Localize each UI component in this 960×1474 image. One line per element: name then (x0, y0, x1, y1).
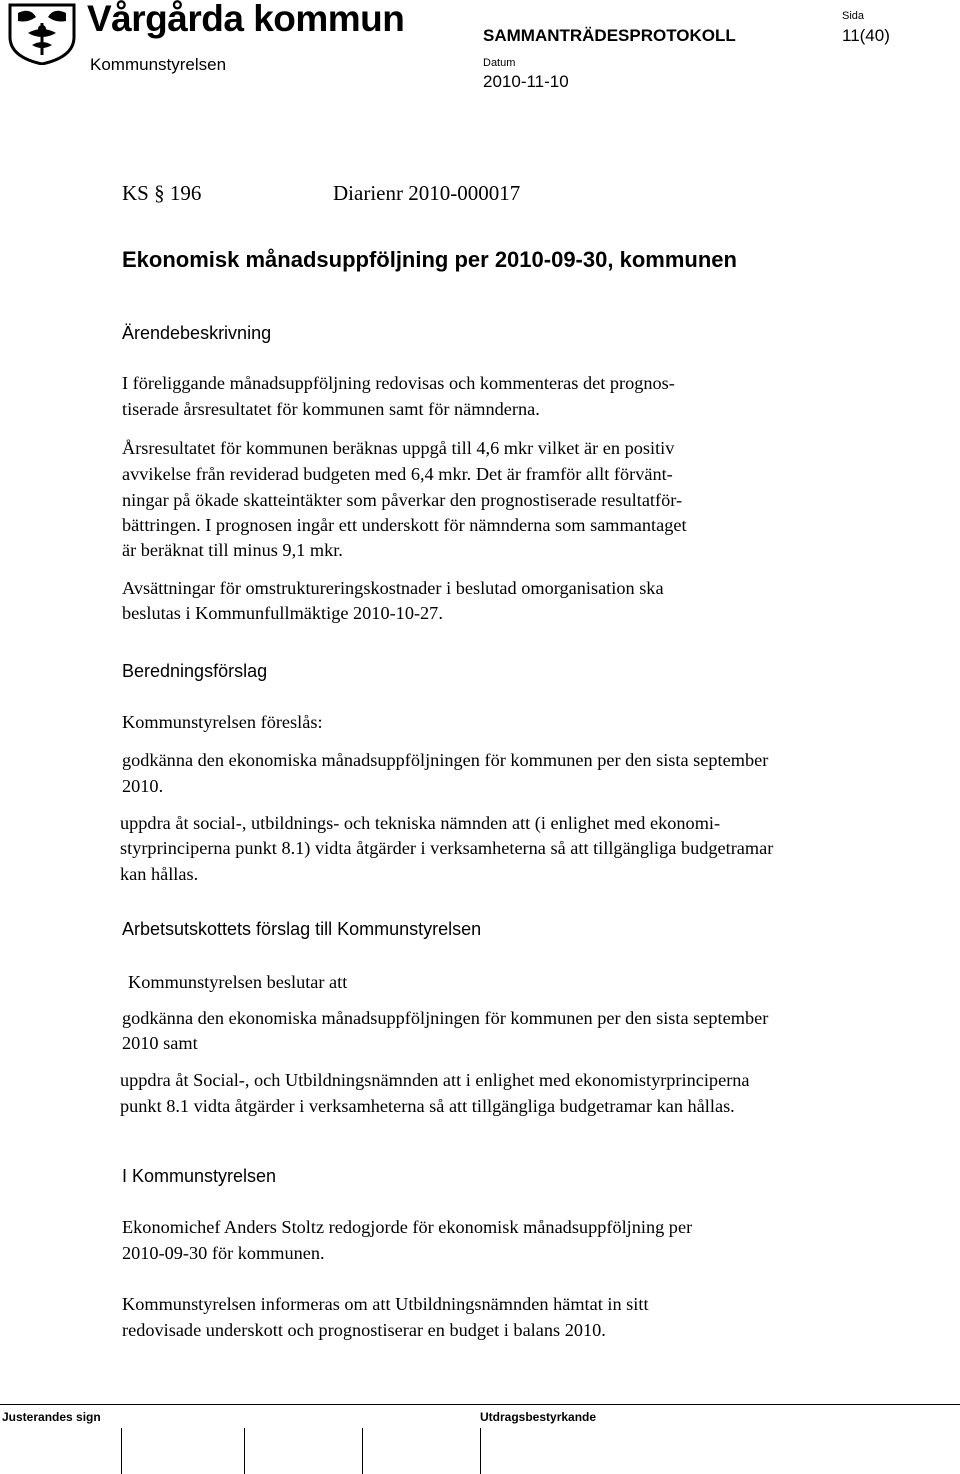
paragraph-line: 2010-09-30 för kommunen. (122, 1243, 325, 1263)
extract-certification-label: Utdragsbestyrkande (480, 1410, 597, 1424)
paragraph-line: ningar på ökade skatteintäkter som påverkar den prognostiserade resultatför- (122, 490, 683, 510)
page-title: Ekonomisk månadsuppföljning per 2010-09-30, kommunen (122, 247, 737, 272)
paragraph-line: Avsättningar för omstruktureringskostnader i beslutad omorganisation ska (122, 578, 664, 598)
paragraph-line: styrprinciperna punkt 8.1) vidta åtgärder i verksamheterna så att tillgängliga budgetramar (120, 838, 774, 858)
decision-intro: Kommunstyrelsen beslutar att (128, 972, 348, 992)
paragraph-line: kan hållas. (120, 864, 199, 884)
paragraph-line: uppdra åt social-, utbildnings- och tekniska nämnden att (i enlighet med ekonomi- (120, 813, 721, 833)
paragraph-line: 2010 samt (122, 1033, 198, 1053)
signature-label: Justerandes sign (2, 1410, 101, 1424)
document-type: SAMMANTRÄDESPROTOKOLL (483, 26, 736, 45)
section-heading-arendebeskrivning: Ärendebeskrivning (122, 323, 272, 343)
signature-box-divider (244, 1428, 245, 1474)
page-label: Sida (842, 10, 865, 22)
paragraph-line: bättringen. I prognosen ingår ett underskott för nämnderna som sammantaget (122, 515, 687, 535)
paragraph-line: uppdra åt Social-, och Utbildningsnämnden att i enlighet med ekonomistyrprinciperna (120, 1070, 750, 1090)
unit-name: Kommunstyrelsen (90, 55, 227, 74)
paragraph-line: godkänna den ekonomiska månadsuppföljningen för kommunen per den sista september (122, 750, 769, 770)
paragraph-line: I föreliggande månadsuppföljning redovisas och kommenteras det prognos- (122, 373, 675, 393)
section-heading-i-kommunstyrelsen: I Kommunstyrelsen (122, 1166, 277, 1186)
paragraph-line: punkt 8.1 vidta åtgärder i verksamheterna så att tillgängliga budgetramar kan hållas. (120, 1096, 735, 1116)
proposal-intro: Kommunstyrelsen föreslås: (122, 712, 323, 732)
date-label: Datum (483, 57, 516, 69)
paragraph-line: 2010. (122, 776, 164, 796)
diary-number: Diarienr 2010-000017 (333, 181, 521, 205)
paragraph-line: redovisade underskott och prognostiserar en budget i balans 2010. (122, 1320, 606, 1340)
footer-divider (0, 1404, 960, 1405)
municipal-crest-logo (6, 3, 78, 65)
paragraph-line: är beräknat till minus 9,1 mkr. (122, 540, 343, 560)
section-heading-au-forslag: Arbetsutskottets förslag till Kommunstyrelsen (122, 919, 482, 939)
paragraph-line: avvikelse från reviderad budgeten med 6,4 mkr. Det är framför allt förvänt- (122, 464, 673, 484)
signature-box-divider (362, 1428, 363, 1474)
paragraph-line: Kommunstyrelsen informeras om att Utbildningsnämnden hämtat in sitt (122, 1294, 649, 1314)
page-number: 11(40) (842, 26, 890, 45)
meeting-date: 2010-11-10 (483, 72, 569, 91)
signature-box-divider (121, 1428, 122, 1474)
paragraph-line: Ekonomichef Anders Stoltz redogjorde för ekonomisk månadsuppföljning per (122, 1217, 693, 1237)
paragraph-line: godkänna den ekonomiska månadsuppföljningen för kommunen per den sista september (122, 1008, 769, 1028)
paragraph-line: beslutas i Kommunfullmäktige 2010-10-27. (122, 603, 443, 623)
signature-box-divider (480, 1428, 481, 1474)
paragraph-line: tiserade årsresultatet för kommunen samt för nämnderna. (122, 399, 540, 419)
case-number: KS § 196 (122, 181, 202, 205)
paragraph-line: Årsresultatet för kommunen beräknas uppgå till 4,6 mkr vilket är en positiv (122, 438, 675, 458)
municipality-logo-text: Vårgårda kommun (87, 0, 405, 39)
section-heading-beredningsforslag: Beredningsförslag (122, 661, 268, 681)
